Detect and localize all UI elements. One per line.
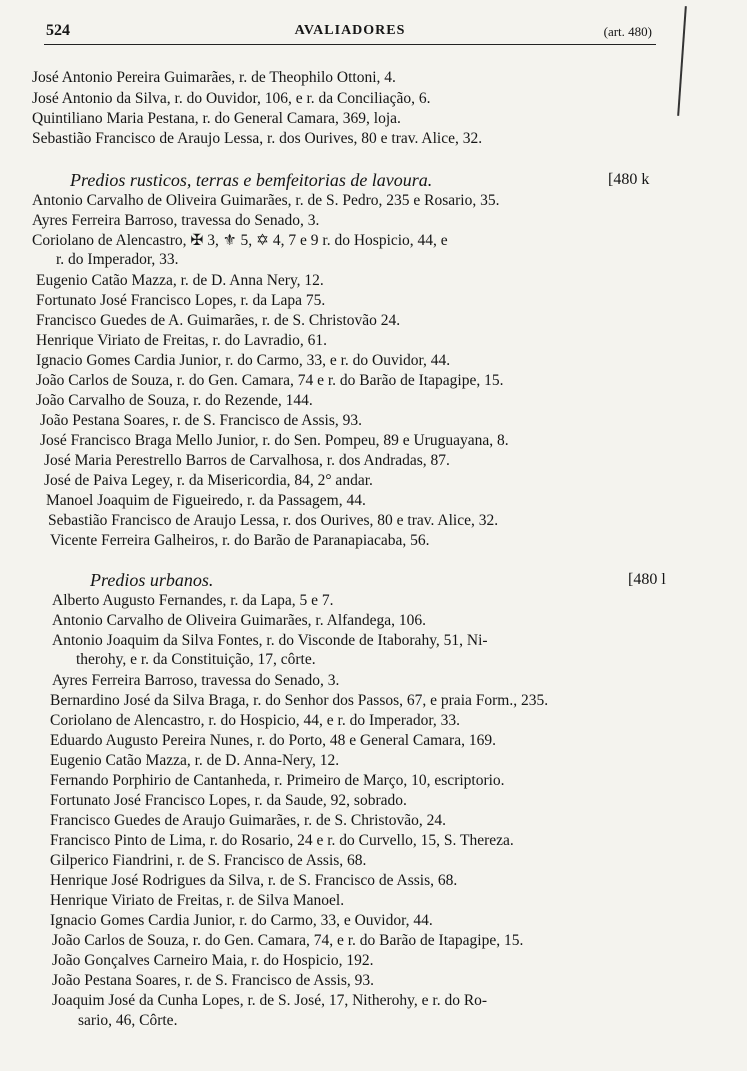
list-item: José Francisco Braga Mello Junior, r. do Sen. Pompeu, 89 e Uruguayana, 8. [40, 432, 509, 449]
margin-pen-mark [677, 6, 687, 116]
list-item: Manoel Joaquim de Figueiredo, r. da Passagem, 44. [46, 492, 366, 509]
list-item: José Antonio Pereira Guimarães, r. de Theophilo Ottoni, 4. [32, 69, 396, 86]
list-item: Eduardo Augusto Pereira Nunes, r. do Porto, 48 e General Camara, 169. [50, 732, 496, 749]
list-item: Francisco Guedes de Araujo Guimarães, r. de S. Christovão, 24. [50, 812, 447, 829]
list-item: Fortunato José Francisco Lopes, r. da Lapa 75. [36, 292, 326, 309]
list-item: José de Paiva Legey, r. da Misericordia, 84, 2° andar. [44, 472, 373, 489]
list-item: Coriolano de Alencastro, ✠ 3, ⚜ 5, ✡ 4, 7 e 9 r. do Hospicio, 44, e [32, 232, 448, 249]
list-item: Sebastião Francisco de Araujo Lessa, r. dos Ourives, 80 e trav. Alice, 32. [32, 130, 483, 147]
list-item-continuation: therohy, e r. da Constituição, 17, côrte. [76, 651, 316, 668]
list-item: Vicente Ferreira Galheiros, r. do Barão de Paranapiacaba, 56. [50, 532, 430, 549]
list-item: Antonio Carvalho de Oliveira Guimarães, r. Alfandega, 106. [52, 612, 427, 629]
list-item: Antonio Carvalho de Oliveira Guimarães, r. de S. Pedro, 235 e Rosario, 35. [32, 192, 500, 209]
list-item: Eugenio Catão Mazza, r. de D. Anna Nery, 12. [36, 272, 324, 289]
list-item: Francisco Guedes de A. Guimarães, r. de S. Christovão 24. [36, 312, 401, 329]
list-item: Sebastião Francisco de Araujo Lessa, r. dos Ourives, 80 e trav. Alice, 32. [48, 512, 499, 529]
list-item: Henrique José Rodrigues da Silva, r. de S. Francisco de Assis, 68. [50, 872, 458, 889]
list-item: Fortunato José Francisco Lopes, r. da Saude, 92, sobrado. [50, 792, 407, 809]
section-reference-rustic: [480 k [608, 171, 650, 188]
list-item: Ayres Ferreira Barroso, travessa do Senado, 3. [32, 212, 320, 229]
list-item: Gilperico Fiandrini, r. de S. Francisco de Assis, 68. [50, 852, 367, 869]
list-item: João Gonçalves Carneiro Maia, r. do Hospicio, 192. [52, 952, 374, 969]
list-item: Coriolano de Alencastro, r. do Hospicio, 44, e r. do Imperador, 33. [50, 712, 461, 729]
section-title-urban: Predios urbanos. [90, 570, 214, 590]
list-item: João Pestana Soares, r. de S. Francisco de Assis, 93. [52, 972, 375, 989]
list-item: Fernando Porphirio de Cantanheda, r. Primeiro de Março, 10, escriptorio. [50, 772, 505, 789]
page-header [44, 20, 656, 45]
list-item: Ignacio Gomes Cardia Junior, r. do Carmo, 33, e r. do Ouvidor, 44. [36, 352, 451, 369]
section-reference-urban: [480 l [628, 571, 666, 588]
list-item: Francisco Pinto de Lima, r. do Rosario, 24 e r. do Curvello, 15, S. Thereza. [50, 832, 514, 849]
running-title: AVALIADORES [294, 23, 406, 38]
list-item: Henrique Viriato de Freitas, r. do Lavradio, 61. [36, 332, 328, 349]
list-item: Antonio Joaquim da Silva Fontes, r. do Visconde de Itaborahy, 51, Ni- [52, 632, 488, 649]
list-item: Eugenio Catão Mazza, r. de D. Anna-Nery, 12. [50, 752, 340, 769]
page-number: 524 [46, 22, 70, 39]
section-title-rustic: Predios rusticos, terras e bemfeitorias de lavoura. [70, 170, 433, 190]
list-item: Alberto Augusto Fernandes, r. da Lapa, 5 e 7. [52, 592, 334, 609]
list-item: João Carlos de Souza, r. do Gen. Camara, 74, e r. do Barão de Itapagipe, 15. [52, 932, 524, 949]
list-item-continuation: r. do Imperador, 33. [56, 251, 179, 268]
list-item: João Carvalho de Souza, r. do Rezende, 144. [36, 392, 313, 409]
list-item: Ignacio Gomes Cardia Junior, r. do Carmo, 33, e Ouvidor, 44. [50, 912, 433, 929]
list-item: Ayres Ferreira Barroso, travessa do Senado, 3. [52, 672, 340, 689]
list-item: Henrique Viriato de Freitas, r. de Silva Manoel. [50, 892, 345, 909]
list-item: José Maria Perestrello Barros de Carvalhosa, r. dos Andradas, 87. [44, 452, 450, 469]
list-item: Joaquim José da Cunha Lopes, r. de S. José, 17, Nitherohy, e r. do Ro- [52, 992, 488, 1009]
article-reference: (art. 480) [603, 24, 652, 39]
list-item: João Carlos de Souza, r. do Gen. Camara, 74 e r. do Barão de Itapagipe, 15. [36, 372, 504, 389]
list-item-continuation: sario, 46, Côrte. [78, 1012, 178, 1029]
list-item: Bernardino José da Silva Braga, r. do Senhor dos Passos, 67, e praia Form., 235. [50, 692, 549, 709]
list-item: João Pestana Soares, r. de S. Francisco de Assis, 93. [40, 412, 363, 429]
list-item: José Antonio da Silva, r. do Ouvidor, 106, e r. da Conciliação, 6. [32, 90, 431, 107]
list-item: Quintiliano Maria Pestana, r. do General Camara, 369, loja. [32, 110, 401, 127]
